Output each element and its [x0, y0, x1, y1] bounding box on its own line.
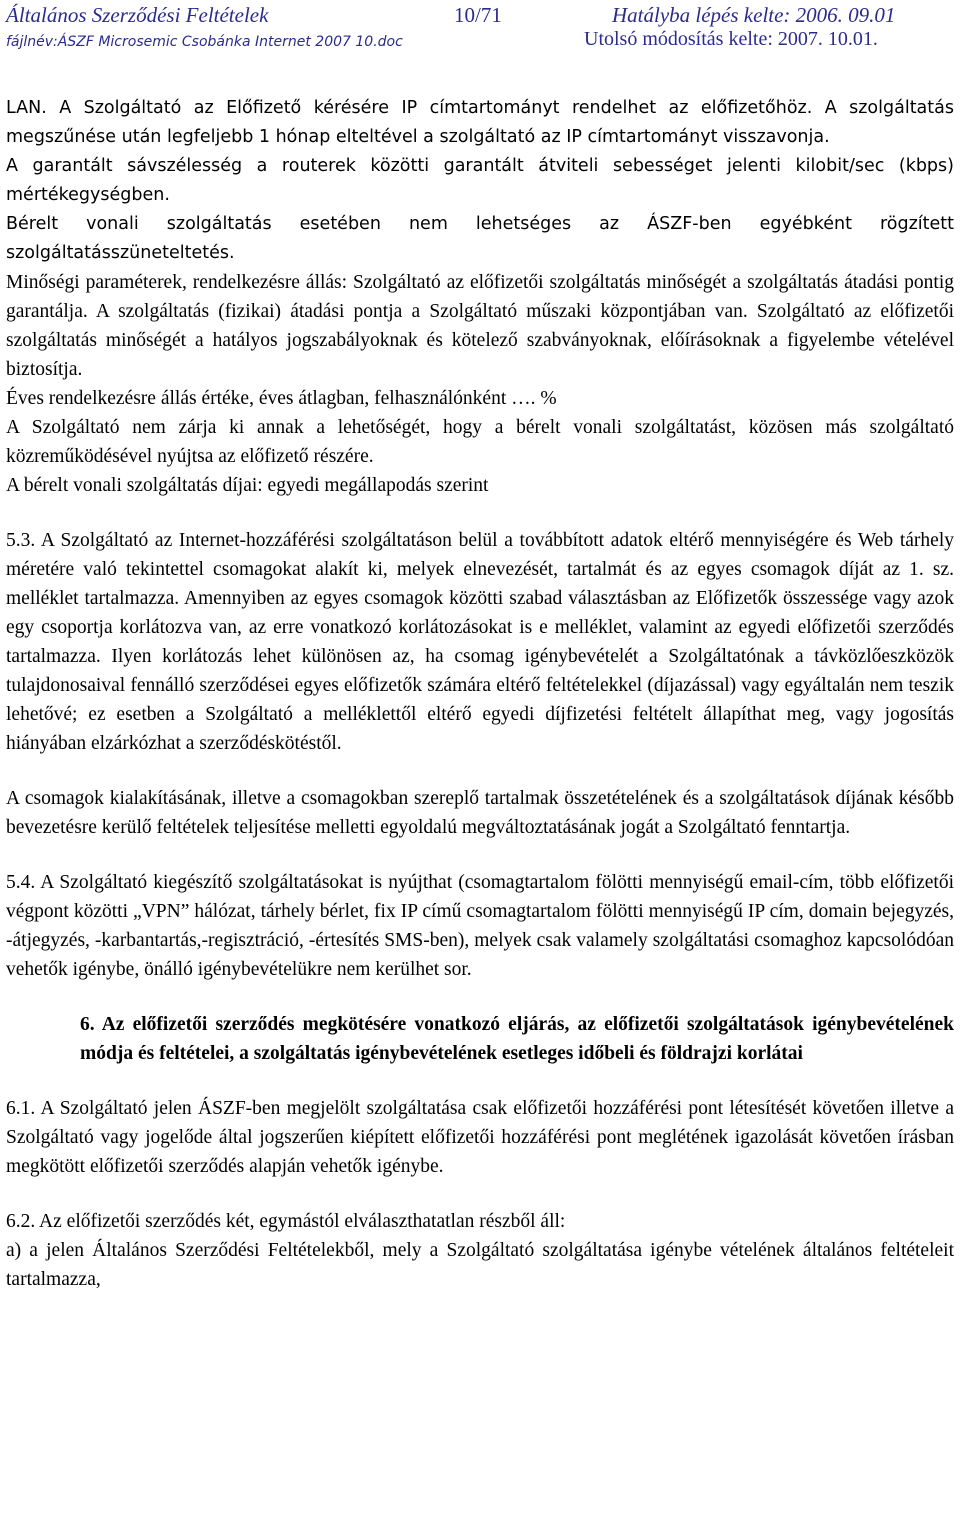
page-number: 10/71 — [454, 3, 502, 27]
document-body — [6, 94, 954, 1294]
section-5-4: 5.4. A Szolgáltató kiegészítő szolgáltatásokat is nyújthat (csomagtartalom fölötti mennyiségű email-cím, több előfizetői végpont közötti „VPN” hálózat, tárhely bérlet, fix IP című csomagtartalom fölötti mennyiségű IP cím, domain bejegyzés, -átjegyzés, -karbantartás,-regisztráció, -értesítés SMS-ben), melyek csak valamely szolgáltatási csomaghoz kapcsolódóan vehetők igénybe, önálló igénybevételükre nem kerülhet sor. — [6, 872, 954, 980]
paragraph-bandwidth: A garantált sávszélesség a routerek közötti garantált átviteli sebességet jelenti kilobit/sec (kbps) mértékegységben. — [6, 156, 954, 205]
paragraph-lan: LAN. A Szolgáltató az Előfizető kérésére IP címtartományt rendelhet az előfizetőhöz. A szolgáltatás megszűnése után legfeljebb 1 hónap elteltével a szolgáltató az IP címtartományt visszavonja. — [6, 98, 954, 147]
effective-date: Hatályba lépés kelte: 2006. 09.01 — [612, 3, 896, 27]
section-6-2: 6.2. Az előfizetői szerződés két, egymástól elválaszthatatlan részből áll: — [6, 1211, 566, 1232]
list-item-a: a) a jelen Általános Szerződési Feltételekből, mely a Szolgáltató szolgáltatása igénybe vételének általános feltételeit tartalmazza, — [6, 1240, 954, 1290]
page-header — [6, 2, 956, 50]
section-6-heading: 6. Az előfizetői szerződés megkötésére vonatkozó eljárás, az előfizetői szolgáltatások igénybevételének módja és feltételei, a szolgáltatás igénybevételének esetleges időbeli és földrajzi korlátai — [80, 1014, 954, 1064]
document-title: Általános Szerződési Feltételek — [6, 3, 269, 27]
file-name: fájlnév:ÁSZF Microsemic Csobánka Internet 2007 10.doc — [6, 34, 403, 50]
paragraph-availability: Éves rendelkezésre állás értéke, éves átlagban, felhasználónként …. % — [6, 388, 557, 409]
section-6-1: 6.1. A Szolgáltató jelen ÁSZF-ben megjelölt szolgáltatása csak előfizetői hozzáférési pont létesítését követően illetve a Szolgáltató vagy jogelőde által jogszerűen kiépített előfizetői hozzáférési pont meglétének igazolását követően írásban megkötött előfizetői szerződés alapján vehetők igénybe. — [6, 1098, 954, 1177]
modified-date: Utolsó módosítás kelte: 2007. 10.01. — [584, 28, 878, 50]
paragraph-cooperation: A Szolgáltató nem zárja ki annak a lehetőségét, hogy a bérelt vonali szolgáltatást, közösen más szolgáltató közreműködésével nyújtsa az előfizető részére. — [6, 417, 954, 467]
paragraph-packages: A csomagok kialakításának, illetve a csomagokban szereplő tartalmak összetételének és a szolgáltatások díjának később bevezetésre kerülő feltételek teljesítése melletti egyoldalú megváltoztatásának jogát a Szolgáltató fenntartja. — [6, 788, 954, 838]
paragraph-leased-line-suspension: Bérelt vonali szolgáltatás esetében nem lehetséges az ÁSZF-ben egyébként rögzített szolgáltatásszüneteltetés. — [6, 214, 954, 263]
paragraph-leased-line-fees: A bérelt vonali szolgáltatás díjai: egyedi megállapodás szerint — [6, 475, 489, 496]
section-5-3: 5.3. A Szolgáltató az Internet-hozzáférési szolgáltatáson belül a továbbított adatok eltérő mennyiségére és Web tárhely méretére való tekintettel csomagokat alakít ki, melyek elnevezését, tartalmát és az egyes csomagok díját az 1. sz. melléklet tartalmazza. Amennyiben az egyes csomagok közötti szabad választásban az Előfizetők összessége vagy azok egy csoportja korlátozva van, az erre vonatkozó korlátozásokat is e melléklet, valamint az egyedi előfizetői szerződés tartalmazza. Ilyen korlátozás lehet különösen az, ha csomag igénybevételét a Szolgáltatónak a távközlőeszközök tulajdonosaival fennálló szerződései egyes előfizetők számára eltérő feltételekkel (díjazással) vagy egyáltalán nem teszik lehetővé; ez esetben a Szolgáltató a melléklettől eltérő egyedi díjfizetési feltételt állapíthat meg, vagy jogosítás hiányában elzárkózhat a szerződéskötéstől. — [6, 530, 954, 754]
paragraph-quality-parameters: Minőségi paraméterek, rendelkezésre állás: Szolgáltató az előfizetői szolgáltatás minőségét a szolgáltatás átadási pontig garantálja. A szolgáltatás (fizikai) átadási pontja a Szolgáltató műszaki központjában van. Szolgáltató az előfizetői szolgáltatás minőségét a hatályos jogszabályoknak és kötelező szabványoknak, előírásoknak a figyelembe vételével biztosítja. — [6, 272, 954, 380]
